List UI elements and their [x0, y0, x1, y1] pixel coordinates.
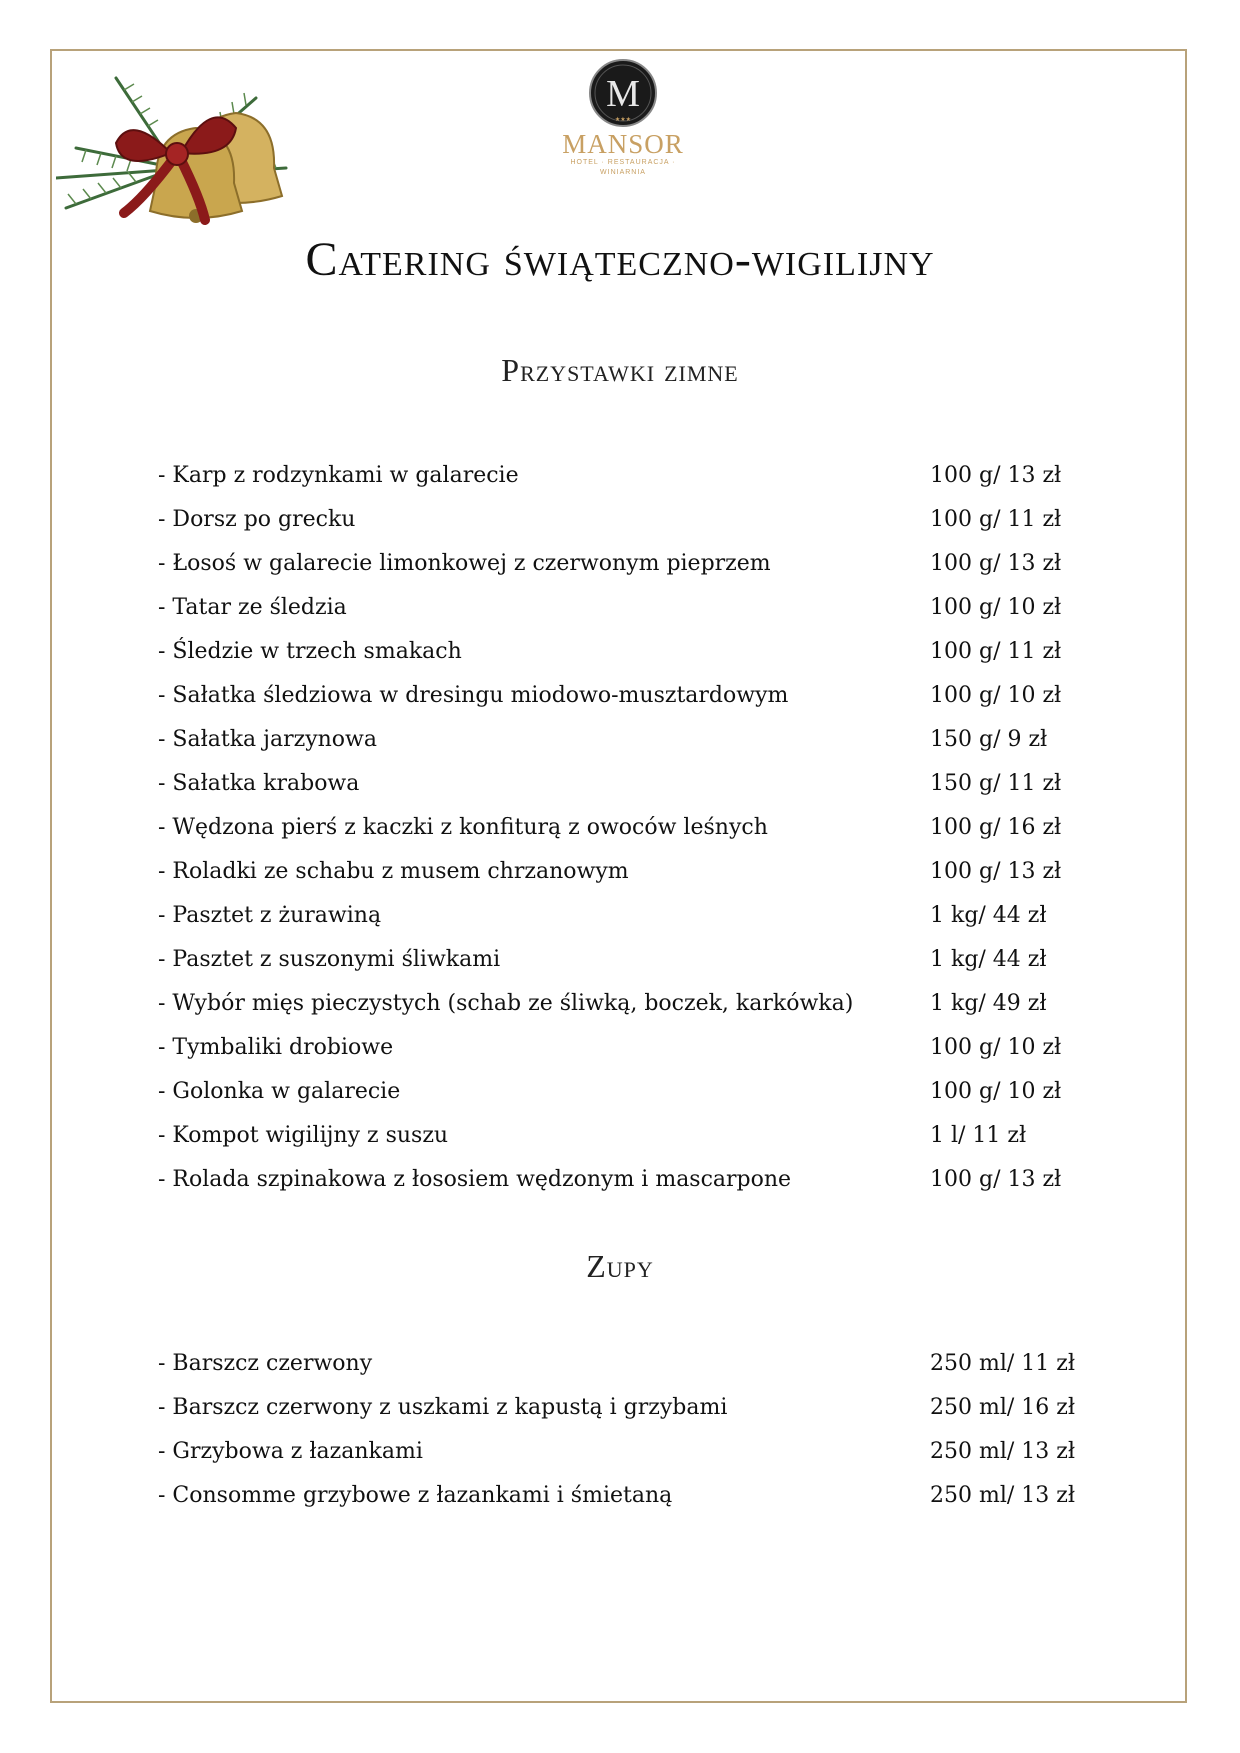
menu-item-name: - Golonka w galarecie	[158, 1079, 401, 1104]
menu-item-name: - Pasztet z suszonymi śliwkami	[158, 947, 501, 972]
menu-item-name: - Wędzona pierś z kaczki z konfiturą z owoców leśnych	[158, 815, 768, 840]
menu-item	[158, 806, 1088, 850]
menu-item	[158, 762, 1088, 806]
menu-item-name: - Kompot wigilijny z suszu	[158, 1123, 449, 1148]
menu-item-price: 250 ml/ 13 zł	[930, 1483, 1075, 1508]
menu-item-price: 150 g/ 9 zł	[930, 727, 1048, 752]
menu-item	[158, 982, 1088, 1026]
logo-name: MANSOR	[562, 129, 684, 159]
menu-item	[158, 454, 1088, 498]
page-title: Catering świąteczno-wigilijny	[305, 233, 935, 286]
menu-item	[158, 586, 1088, 630]
menu-item	[158, 674, 1088, 718]
menu-item	[158, 1430, 1088, 1474]
menu-item	[158, 1386, 1088, 1430]
menu-item	[158, 1474, 1088, 1518]
logo-emblem-icon	[588, 58, 658, 128]
svg-text:M: M	[606, 73, 640, 115]
menu-item	[158, 1070, 1088, 1114]
menu-item-price: 250 ml/ 13 zł	[930, 1439, 1075, 1464]
menu-item-name: - Tymbaliki drobiowe	[158, 1035, 394, 1060]
menu-item-price: 100 g/ 11 zł	[930, 639, 1062, 664]
menu-item-name: - Rolada szpinakowa z łososiem wędzonym i mascarpone	[158, 1167, 792, 1192]
mansor-logo	[548, 58, 698, 183]
menu-item	[158, 1342, 1088, 1386]
menu-item-name: - Dorsz po grecku	[158, 507, 356, 532]
menu-item-price: 100 g/ 10 zł	[930, 1035, 1062, 1060]
menu-item-name: - Consomme grzybowe z łazankami i śmietaną	[158, 1483, 673, 1508]
menu-item-price: 150 g/ 11 zł	[930, 771, 1062, 796]
logo-subtitle: HOTEL · RESTAURACJA · WINIARNIA	[570, 159, 676, 176]
menu-item-name: - Sałatka jarzynowa	[158, 727, 377, 752]
menu-item-name: - Sałatka krabowa	[158, 771, 360, 796]
menu-item-name: - Grzybowa z łazankami	[158, 1439, 423, 1464]
menu-item-price: 1 kg/ 44 zł	[930, 947, 1047, 972]
menu-item	[158, 1114, 1088, 1158]
menu-item-name: - Barszcz czerwony	[158, 1351, 373, 1376]
menu-item-price: 250 ml/ 11 zł	[930, 1351, 1075, 1376]
menu-item-price: 1 kg/ 44 zł	[930, 903, 1047, 928]
menu-item-price: 100 g/ 13 zł	[930, 463, 1062, 488]
menu-item-name: - Karp z rodzynkami w galarecie	[158, 463, 519, 488]
menu-item	[158, 850, 1088, 894]
menu-item-name: - Łosoś w galarecie limonkowej z czerwonym pieprzem	[158, 551, 771, 576]
menu-item-price: 1 l/ 11 zł	[930, 1123, 1027, 1148]
menu-item-price: 100 g/ 16 zł	[930, 815, 1062, 840]
menu-item-name: - Sałatka śledziowa w dresingu miodowo-musztardowym	[158, 683, 789, 708]
section-title-przystawki: Przystawki zimne	[501, 352, 739, 388]
section-title-zupy: Zupy	[586, 1248, 654, 1284]
menu-item-price: 100 g/ 11 zł	[930, 507, 1062, 532]
menu-item-price: 100 g/ 13 zł	[930, 1167, 1062, 1192]
menu-list-zupy	[158, 1342, 1088, 1518]
christmas-bells-icon	[56, 58, 296, 258]
menu-item-price: 100 g/ 10 zł	[930, 595, 1062, 620]
menu-item-name: - Wybór mięs pieczystych (schab ze śliwką, boczek, karkówka)	[158, 991, 854, 1016]
menu-item-name: - Pasztet z żurawiną	[158, 903, 382, 928]
menu-item-name: - Barszcz czerwony z uszkami z kapustą i grzybami	[158, 1395, 728, 1420]
menu-item	[158, 498, 1088, 542]
menu-item-price: 1 kg/ 49 zł	[930, 991, 1047, 1016]
menu-item	[158, 630, 1088, 674]
menu-item-price: 100 g/ 10 zł	[930, 1079, 1062, 1104]
menu-item-name: - Tatar ze śledzia	[158, 595, 347, 620]
menu-item-name: - Roladki ze schabu z musem chrzanowym	[158, 859, 629, 884]
menu-item	[158, 938, 1088, 982]
menu-list-przystawki	[158, 454, 1088, 1202]
menu-item-price: 100 g/ 13 zł	[930, 551, 1062, 576]
menu-item	[158, 718, 1088, 762]
menu-item-name: - Śledzie w trzech smakach	[158, 639, 462, 664]
menu-item-price: 250 ml/ 16 zł	[930, 1395, 1075, 1420]
menu-item	[158, 542, 1088, 586]
svg-text:★★★: ★★★	[614, 116, 632, 123]
menu-item-price: 100 g/ 10 zł	[930, 683, 1062, 708]
menu-item	[158, 1158, 1088, 1202]
menu-item-price: 100 g/ 13 zł	[930, 859, 1062, 884]
menu-item	[158, 894, 1088, 938]
menu-item	[158, 1026, 1088, 1070]
